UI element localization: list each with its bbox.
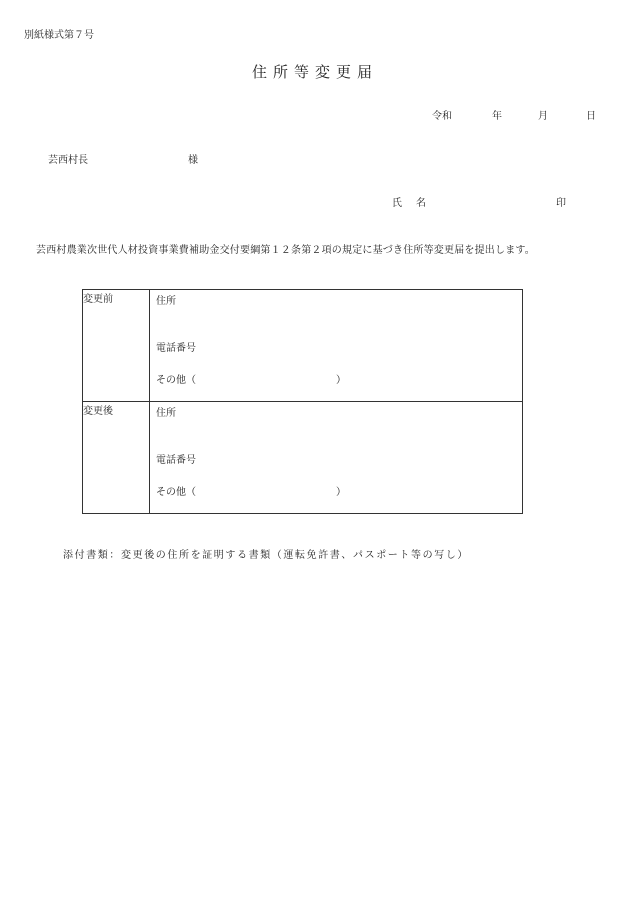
date-day-label: 日 [586,111,596,122]
change-table [82,289,523,514]
date-month-label: 月 [538,111,548,122]
row-label-after: 変更後 [83,402,150,514]
before-other-field [156,371,346,386]
before-other-label: その他（ [156,375,196,386]
addressee-name: 芸西村長 [48,155,88,166]
after-other-close: ） [336,487,346,498]
row-content-after [150,402,523,514]
row-content-before [150,290,523,402]
after-other-label: その他（ [156,487,196,498]
before-other-close: ） [336,375,346,386]
table-row-before [83,290,523,402]
before-phone-label: 電話番号 [156,343,196,354]
statement-text: 芸西村農業次世代人材投資事業費補助金交付要綱第１２条第２項の規定に基づき住所等変更届を提出します。 [36,245,535,256]
attachments-note: 添付書類：変更後の住所を証明する書類（運転免許書、パスポート等の写し） [63,550,469,561]
before-address-label: 住所 [156,296,176,307]
date-era: 令和 [432,111,452,122]
row-label-before: 変更前 [83,290,150,402]
seal-label: 印 [556,198,566,209]
form-id: 別紙様式第７号 [24,30,94,41]
after-other-field [156,483,346,498]
date-year-label: 年 [492,111,502,122]
addressee-honorific: 様 [188,155,198,166]
after-phone-label: 電話番号 [156,455,196,466]
applicant-name-label: 氏名 [392,198,440,209]
table-row-after [83,402,523,514]
page-title: 住所等変更届 [251,63,378,81]
after-address-label: 住所 [156,408,176,419]
